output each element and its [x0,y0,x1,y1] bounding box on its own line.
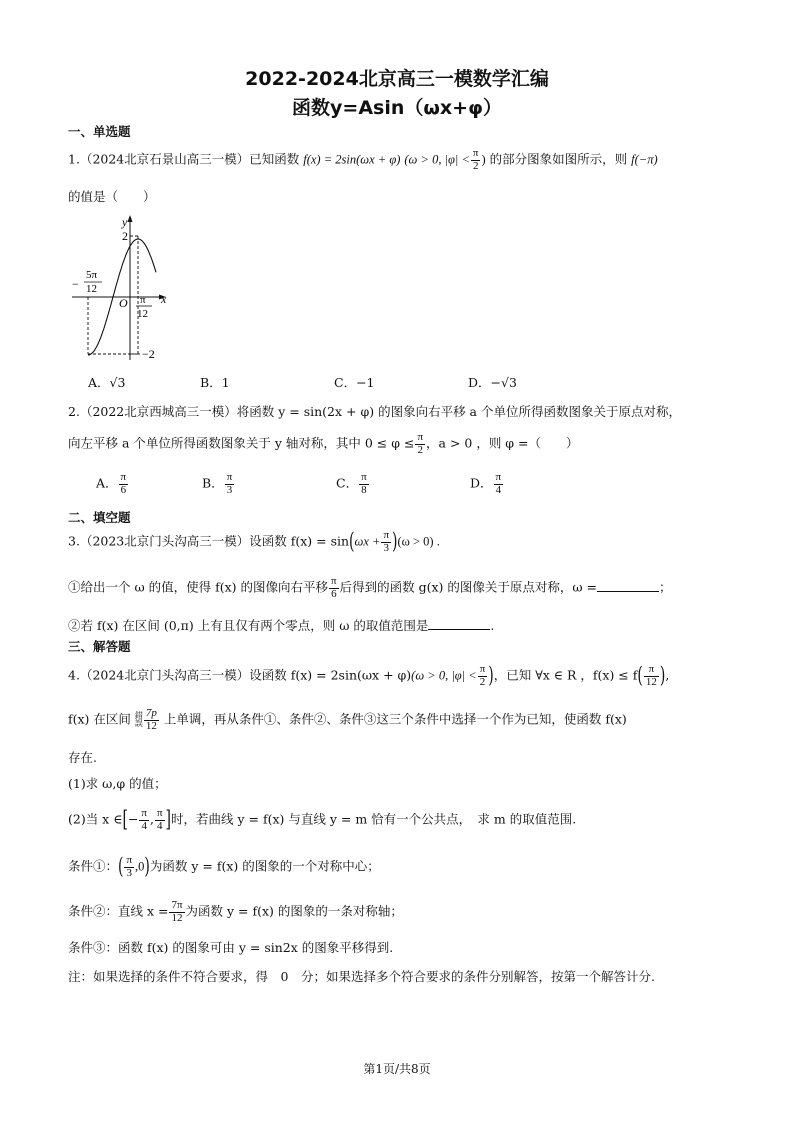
question-text: 向左平移 a 个单位所得函数图象关于 y 轴对称，其中 0 ≤ φ ≤ [68,435,415,451]
question-text: ，a > 0 ，则 φ =（ ） [426,435,579,451]
question-4-line3: 存在. [68,750,97,765]
grading-note: 注：如果选择的条件不符合要求，得 0 分；如果选择多个符合要求的条件分别解答，按第一个解答计分. [68,969,655,984]
option-c[interactable]: C． $\frac{\pi}{8}$ [336,471,367,496]
right-tick-numerator: π [140,294,146,306]
sine-graph [68,212,178,364]
x-axis-label: x [161,292,167,306]
option-a[interactable]: A．√3 [88,375,126,390]
question-number: 2. [68,404,80,419]
y-axis-label: y [122,215,128,229]
condition-3: 条件③：函数 f(x) 的图象可由 y = sin2x 的图象平移得到. [68,940,394,955]
page-subtitle: 函数y=Asin（ωx+φ） [292,97,502,119]
option-b[interactable]: B．1 [200,375,230,390]
condition-2: 条件②：直线 x = $\frac{7\pi}{12}$ 为函数 y = f(x) 的图象的一条对称轴； [68,899,403,924]
page-title: 2022-2024北京高三一模数学汇编 [245,68,549,90]
y-min-label: −2 [142,347,155,361]
answer-blank[interactable] [597,581,659,592]
condition-1: 条件①：( $\frac{\pi}{3}$ ,0)为函数 y = f(x) 的图象的一个对称中心； [68,854,380,880]
origin-label: O [119,296,128,310]
y-max-label: 2 [122,229,128,243]
option-b[interactable]: B． $\frac{\pi}{3}$ [202,471,233,496]
function-expression: f(x) = 2sin(ωx + φ) [303,152,401,167]
question-4-line2: f(x) 在区间 錯 誤 $\frac{7p}{12}$ 上单调，再从条件①、条件②、条件③这三个条件中选择一个作为已知，使函数 f(x) [68,707,627,732]
condition-expression: (ω > 0, |φ| < [404,152,470,167]
page-number: 第1页/共8页 [363,1062,431,1076]
question-1-line2: 的值是（ ） [68,189,156,204]
section-heading-single-choice: 一、单选题 [68,124,131,139]
question-3-line1: 3.（2023北京门头沟高三一模）设函数 f(x) = sin(ωx + $\frac{\pi}{3}$ )(ω > 0) . [68,529,440,555]
fraction-pi-over-12: $\frac{\pi}{12}$ [645,663,657,688]
question-text: 的部分图象如图所示，则 [489,151,628,167]
left-tick-numerator: 5π [86,269,98,281]
question-2-line2 [68,432,579,456]
question-4-part1: (1)求 ω,φ 的值； [68,776,167,791]
question-text: （2022北京西城高三一模）将函数 y = sin(2x + φ) 的图象向右平移 a 个单位所得函数图象关于原点对称， [79,404,681,419]
fraction-pi-over-2: $\frac{\pi}{2}$ [472,147,479,172]
option-a[interactable]: A． $\frac{\pi}{6}$ [96,471,127,496]
question-source: （2024北京石景山高三一模）已知函数 [79,151,300,167]
garbled-symbol: 錯 誤 [134,711,143,729]
question-2-line1 [68,402,681,420]
fraction-pi-over-6: $\frac{\pi}{6}$ [331,575,337,600]
fraction-pi-over-3: $\frac{\pi}{3}$ [383,529,390,554]
fraction-pi-over-2: $\frac{\pi}{2}$ [479,663,486,688]
answer-blank[interactable] [428,619,490,630]
fraction-pi-over-2: $\frac{\pi}{2}$ [417,431,424,456]
question-1-line1: 1.（2024北京石景山高三一模）已知函数 f(x) = 2sin(ωx + φ) (ω > 0, |φ| < $\frac{\pi}{2}$ ) 的部分图象如图所示，则 f(−π) [68,147,658,172]
fraction-7p-over-12: $\frac{7p}{12}$ [145,707,157,732]
option-d[interactable]: D．−√3 [468,375,517,390]
option-c[interactable]: C．−1 [334,375,375,390]
question-3-part2: ②若 f(x) 在区间 (0,π) 上有且仅有两个零点，则 ω 的取值范围是 . [68,618,495,633]
y-axis-arrow [128,215,133,222]
question-number: 1. [68,151,80,167]
left-tick-sign: − [72,277,79,291]
ask-expression: f(−π) [631,152,658,167]
question-4-part2: (2)当 x ∈[− $\frac{\pi}{4}$ , $\frac{\pi}{4}$ ]时，若曲线 y = f(x) 与直线 y = m 恰有一个公共点， 求 m 的取值范围. [68,807,577,833]
question-4-line1: 4.（2024北京门头沟高三一模）设函数 f(x) = 2sin(ωx + φ)(ω > 0, |φ| < $\frac{\pi}{2}$ )，已知 ∀x ∈ R ，f(x) ≤ f( $\frac{\pi}{12}$ ), [68,663,670,689]
option-d[interactable]: D． $\frac{\pi}{4}$ [470,471,502,496]
left-tick-denominator: 12 [86,283,97,295]
section-heading-fill-in: 二、填空题 [68,510,131,525]
section-heading-answer: 三、解答题 [68,639,131,654]
right-tick-denominator: 12 [137,308,148,320]
question-3-part1: ①给出一个 ω 的值，使得 f(x) 的图像向右平移 $\frac{\pi}{6}$ 后得到的函数 g(x) 的图像关于原点对称，ω = ； [68,575,672,600]
